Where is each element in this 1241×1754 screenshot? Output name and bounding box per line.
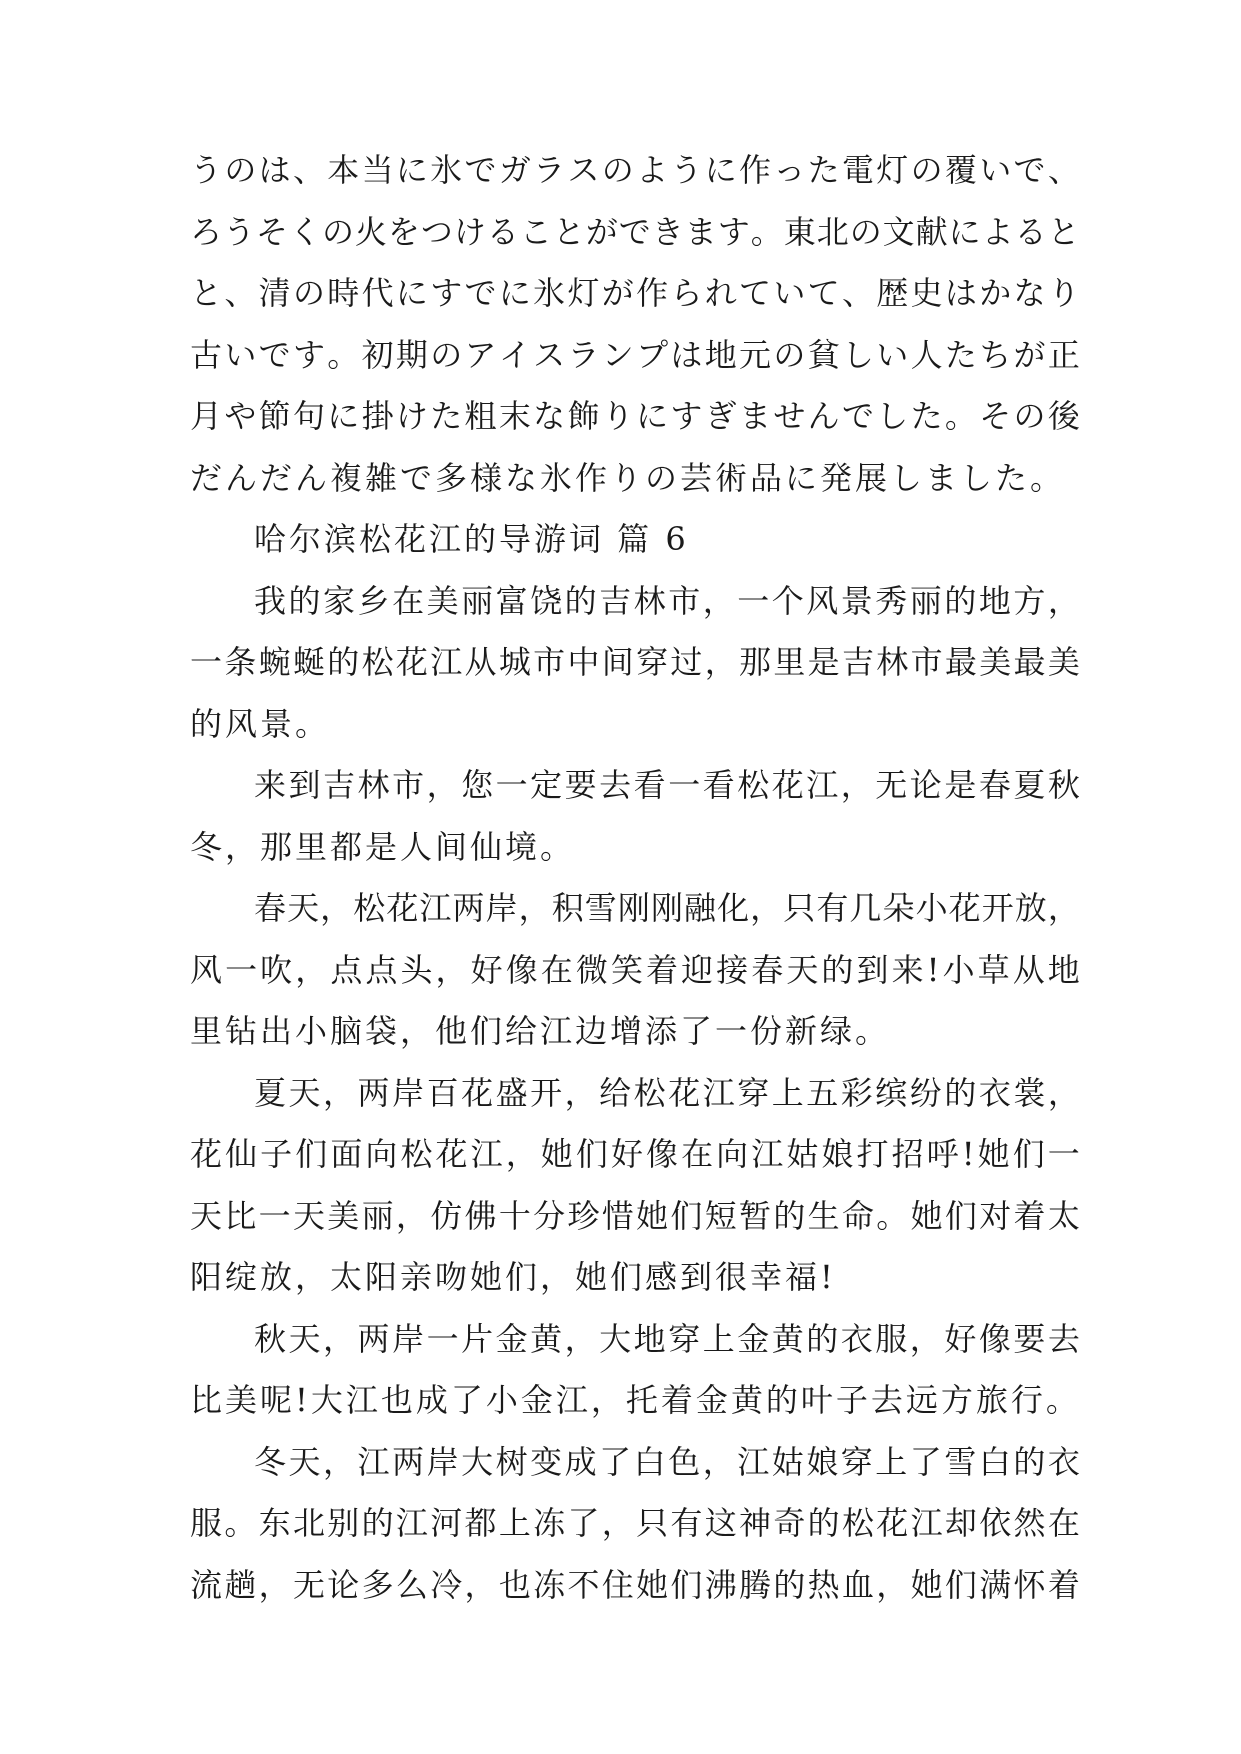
text-line: 服 。 东 北 别 的 江 河 都 上 冻 了 ， 只 有 这 神 奇 的 松 花 江 却 依 然 在 (190, 1504, 1080, 1542)
text-line: 里钻出小脑袋，他们给江边增添了一份新绿。 (190, 1012, 891, 1050)
text-line: 春 天 ， 松 花 江 两 岸 ， 积 雪 刚 刚 融 化 ， 只 有 几 朵 小 花 开 放 ， (254, 889, 1080, 927)
text-line: と 、 清 の 時 代 に す で に 氷 灯 が 作 ら れ て い て 、 歴 史 は か な り (190, 274, 1080, 312)
text-line: 夏 天 ， 两 岸 百 花 盛 开 ， 给 松 花 江 穿 上 五 彩 缤 纷 的 衣 裳 ， (254, 1074, 1080, 1112)
text-line: だんだん複雑で多様な氷作りの芸術品に発展しました。 (190, 459, 1066, 497)
text-line: 月 や 節 句 に 掛 け た 粗 末 な 飾 り に す ぎ ま せ ん で し た 。 そ の 後 (190, 397, 1080, 435)
text-line: 天 比 一 天 美 丽 ， 仿 佛 十 分 珍 惜 她 们 短 暂 的 生 命 。 她 们 对 着 太 (190, 1197, 1080, 1235)
text-line: 流 趟 ， 无 论 多 么 冷 ， 也 冻 不 住 她 们 沸 腾 的 热 血 ， 她 们 满 怀 着 (190, 1566, 1080, 1604)
text-line: ろ う そ く の 火 を つ け る こ と が で き ま す 。 東 北 の 文 献 に よ る と (190, 213, 1080, 251)
text-line: 比美呢!大江也成了小金江，托着金黄的叶子去远方旅行。 (190, 1381, 1081, 1419)
text-line: 冬 天 ， 江 两 岸 大 树 变 成 了 白 色 ， 江 姑 娘 穿 上 了 雪 白 的 衣 (254, 1443, 1080, 1481)
text-line: 古 い で す 。 初 期 の ア イ ス ラ ン プ は 地 元 の 貧 し い 人 た ち が 正 (190, 336, 1080, 374)
text-line: 花 仙 子 们 面 向 松 花 江 ， 她 们 好 像 在 向 江 姑 娘 打 招 呼 ! 她 们 一 (190, 1135, 1080, 1173)
text-line: 风 一 吹 ， 点 点 头 ， 好 像 在 微 笑 着 迎 接 春 天 的 到 来 ! 小 草 从 地 (190, 951, 1080, 989)
text-line: 我 的 家 乡 在 美 丽 富 饶 的 吉 林 市 ， 一 个 风 景 秀 丽 的 地 方 ， (254, 582, 1080, 620)
text-line: 秋 天 ， 两 岸 一 片 金 黄 ， 大 地 穿 上 金 黄 的 衣 服 ， 好 像 要 去 (254, 1320, 1080, 1358)
text-line: 冬，那里都是人间仙境。 (190, 828, 576, 866)
text-line: う の は 、 本 当 に 氷 で ガ ラ ス の よ う に 作 っ た 電 灯 の 覆 い で 、 (190, 151, 1080, 189)
section-heading: 哈尔滨松花江的导游词 篇 6 (254, 520, 689, 558)
text-line: 的风景。 (190, 705, 331, 743)
text-line: 阳绽放，太阳亲吻她们，她们感到很幸福! (190, 1258, 836, 1296)
text-line: 一 条 蜿 蜒 的 松 花 江 从 城 市 中 间 穿 过 ， 那 里 是 吉 林 市 最 美 最 美 (190, 643, 1080, 681)
text-line: 来 到 吉 林 市 ， 您 一 定 要 去 看 一 看 松 花 江 ， 无 论 是 春 夏 秋 (254, 766, 1080, 804)
